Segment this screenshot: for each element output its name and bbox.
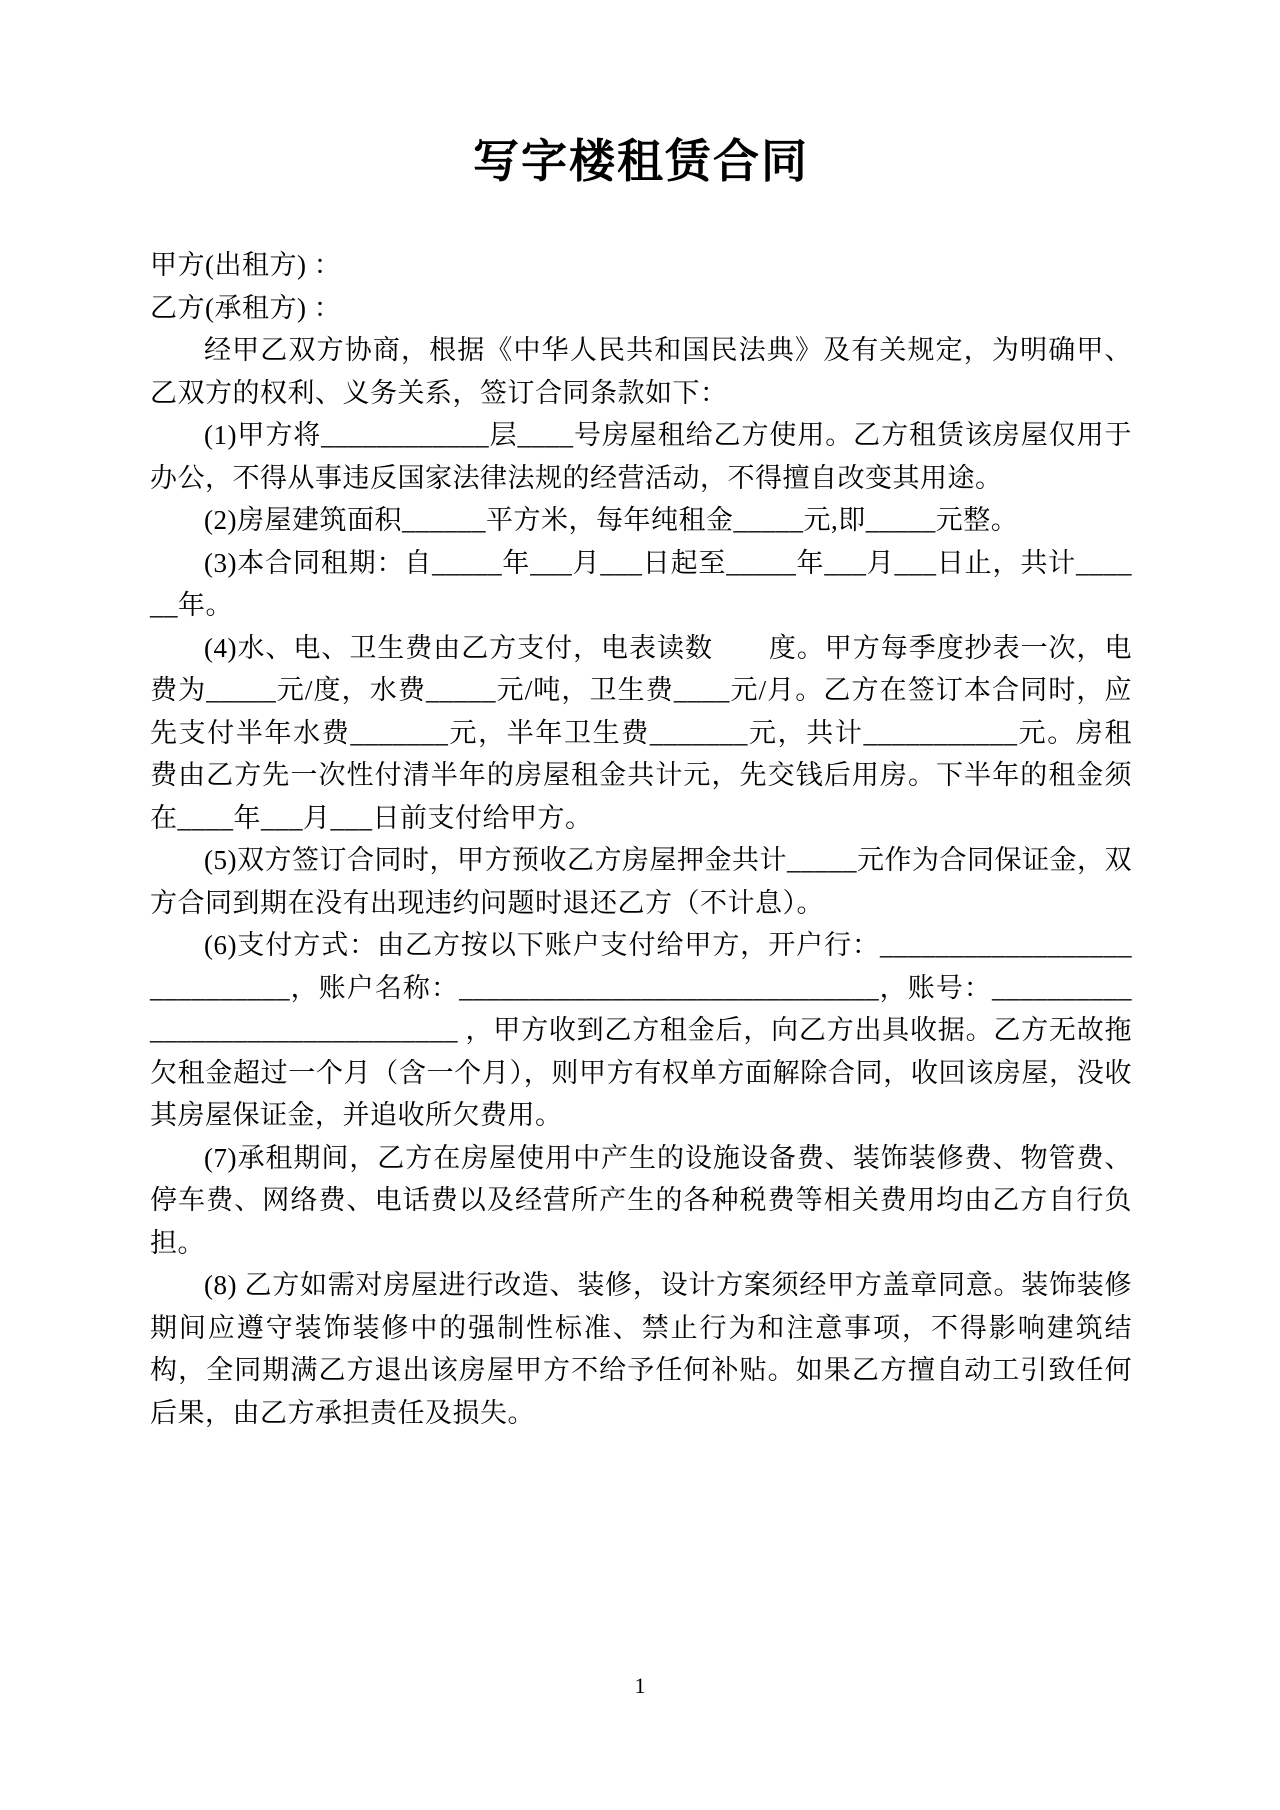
clause-2: (2)房屋建筑面积______平方米，每年纯租金_____元,即_____元整。 xyxy=(204,505,1019,535)
clause-8: (8) 乙方如需对房屋进行改造、装修，设计方案须经甲方盖章同意。装饰装修期间应遵守装饰装修中的强制性标准、禁止行为和注意事项，不得影响建筑结构，全同期满乙方退出该房屋甲方不给予任何补贴。如果乙方擅自动工引致任何后果，由乙方承担责任及损失。 xyxy=(150,1270,1132,1428)
clause-7: (7)承租期间，乙方在房屋使用中产生的设施设备费、装饰装修费、物管费、停车费、网络费、电话费以及经营所产生的各种税费等相关费用均由乙方自行负担。 xyxy=(150,1142,1132,1258)
party-a-line: 甲方(出租方) ： xyxy=(150,250,342,280)
clause-3: (3)本合同租期：自_____年___月___日起至_____年___月___日止，共计______年。 xyxy=(150,547,1132,620)
clause-4: (4)水、电、卫生费由乙方支付，电表读数 度。甲方每季度抄表一次，电费为_____元/度，水费_____元/吨，卫生费____元/月。乙方在签订本合同时，应先支付半年水费_______元，半年卫生费_______元，共计___________元。房租费由乙方先一次性付清半年的房屋租金共计元，先交钱后用房。下半年的租金须在____年___月___日前支付给甲方。 xyxy=(150,632,1132,833)
clause-5: (5)双方签订合同时，甲方预收乙方房屋押金共计_____元作为合同保证金，双方合同到期在没有出现违约问题时退还乙方（不计息）。 xyxy=(150,845,1132,918)
preamble-paragraph: 经甲乙双方协商，根据《中华人民共和国民法典》及有关规定，为明确甲、乙双方的权利、义务关系，签订合同条款如下： xyxy=(150,335,1132,408)
page-number: 1 xyxy=(634,1673,646,1698)
document-body xyxy=(150,132,1132,1434)
party-b-line: 乙方(承租方) ： xyxy=(150,292,342,323)
document-title: 写字楼租赁合同 xyxy=(473,134,809,188)
clause-1: (1)甲方将____________层____号房屋租给乙方使用。乙方租赁该房屋仅用于办公，不得从事违反国家法律法规的经营活动，不得擅自改变其用途。 xyxy=(150,420,1132,493)
clause-6: (6)支付方式：由乙方按以下账户支付给甲方，开户行：____________________________，账户名称：______________________________，账号：________________________________ ，甲方收到乙方租金后，向乙方出具收据。乙方无故拖欠租金超过一个月（含一个月），则甲方有权单方面解除合同，收回该房屋，没收其房屋保证金，并追收所欠费用。 xyxy=(150,930,1132,1130)
